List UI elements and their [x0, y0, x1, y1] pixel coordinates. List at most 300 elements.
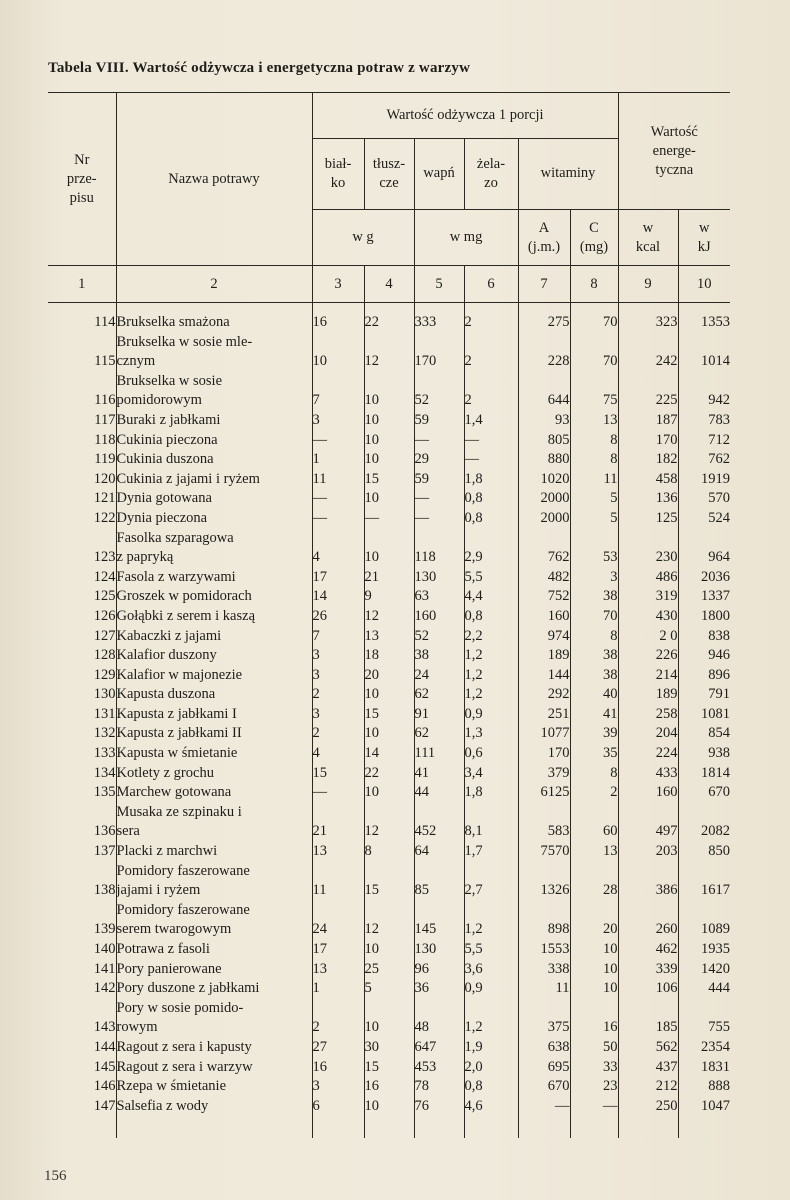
value-cell: 2 [464, 333, 518, 372]
value-cell: 524 [678, 509, 730, 529]
value-cell: 888 [678, 1077, 730, 1097]
recipe-number: 139 [48, 901, 116, 940]
dish-name: Kotlety z grochu [116, 764, 312, 784]
table-row [48, 489, 730, 509]
recipe-number: 137 [48, 842, 116, 862]
table-row [48, 940, 730, 960]
value-cell: 670 [678, 783, 730, 803]
header-nr: Nr prze- pisu [48, 93, 116, 266]
unit-w-mg: w mg [414, 210, 518, 266]
value-cell: 15 [364, 1058, 414, 1078]
table-row [48, 509, 730, 529]
dish-name: Cukinia z jajami i ryżem [116, 470, 312, 490]
value-cell: 93 [518, 411, 570, 431]
value-cell: 2 0 [618, 627, 678, 647]
page-number: 156 [44, 1168, 67, 1184]
value-cell: 319 [618, 587, 678, 607]
value-cell: 10 [364, 529, 414, 568]
value-cell: 15 [364, 705, 414, 725]
dish-name: Kabaczki z jajami [116, 627, 312, 647]
header-name: Nazwa potrawy [116, 93, 312, 266]
value-cell: 16 [312, 303, 364, 333]
header-calcium: wapń [414, 138, 464, 210]
value-cell: 1020 [518, 470, 570, 490]
value-cell: 0,8 [464, 1077, 518, 1097]
value-cell: 225 [618, 372, 678, 411]
table-row [48, 1077, 730, 1097]
dish-name: Musaka ze szpinaku i sera [116, 803, 312, 842]
value-cell: 430 [618, 607, 678, 627]
value-cell: 48 [414, 999, 464, 1038]
value-cell: 10 [364, 489, 414, 509]
value-cell: 62 [414, 724, 464, 744]
dish-name: Pory w sosie pomido- rowym [116, 999, 312, 1038]
value-cell: 35 [570, 744, 618, 764]
table-row [48, 979, 730, 999]
table-row [48, 705, 730, 725]
value-cell: 7570 [518, 842, 570, 862]
value-cell: 78 [414, 1077, 464, 1097]
value-cell: 644 [518, 372, 570, 411]
unit-kj: w kJ [678, 210, 730, 266]
value-cell: 0,9 [464, 705, 518, 725]
value-cell: 1,7 [464, 842, 518, 862]
value-cell: 76 [414, 1097, 464, 1139]
value-cell: 1,2 [464, 901, 518, 940]
value-cell: 17 [312, 568, 364, 588]
value-cell: 7 [312, 372, 364, 411]
recipe-number: 129 [48, 666, 116, 686]
dish-name: Ragout z sera i kapusty [116, 1038, 312, 1058]
value-cell: 1,4 [464, 411, 518, 431]
table-row [48, 803, 730, 842]
dish-name: Fasola z warzywami [116, 568, 312, 588]
unit-vitamin-a: A (j.m.) [518, 210, 570, 266]
value-cell: 187 [618, 411, 678, 431]
value-cell: 1047 [678, 1097, 730, 1139]
value-cell: 160 [518, 607, 570, 627]
value-cell: 38 [414, 646, 464, 666]
value-cell: 5,5 [464, 568, 518, 588]
value-cell: 974 [518, 627, 570, 647]
value-cell: 1831 [678, 1058, 730, 1078]
value-cell: 386 [618, 862, 678, 901]
value-cell: 3 [312, 705, 364, 725]
recipe-number: 141 [48, 960, 116, 980]
dish-name: Rzepa w śmietanie [116, 1077, 312, 1097]
value-cell: 452 [414, 803, 464, 842]
recipe-number: 131 [48, 705, 116, 725]
value-cell: 752 [518, 587, 570, 607]
dish-name: Pomidory faszerowane serem twarogowym [116, 901, 312, 940]
value-cell: 6 [312, 1097, 364, 1139]
value-cell: 0,8 [464, 489, 518, 509]
value-cell: 12 [364, 803, 414, 842]
value-cell: — [414, 489, 464, 509]
value-cell: 2 [312, 999, 364, 1038]
value-cell: 242 [618, 333, 678, 372]
value-cell: 5 [570, 489, 618, 509]
header-protein: biał- ko [312, 138, 364, 210]
value-cell: 16 [364, 1077, 414, 1097]
value-cell: 1 [312, 979, 364, 999]
value-cell: 185 [618, 999, 678, 1038]
value-cell: 1081 [678, 705, 730, 725]
dish-name: Kapusta w śmietanie [116, 744, 312, 764]
recipe-number: 120 [48, 470, 116, 490]
recipe-number: 145 [48, 1058, 116, 1078]
value-cell: — [364, 509, 414, 529]
recipe-number: 122 [48, 509, 116, 529]
recipe-number: 138 [48, 862, 116, 901]
value-cell: 482 [518, 568, 570, 588]
table-row [48, 587, 730, 607]
value-cell: 44 [414, 783, 464, 803]
value-cell: 11 [570, 470, 618, 490]
value-cell: 10 [570, 960, 618, 980]
value-cell: 338 [518, 960, 570, 980]
value-cell: 1,2 [464, 666, 518, 686]
nutrition-table [48, 92, 730, 1138]
value-cell: 9 [364, 587, 414, 607]
value-cell: 946 [678, 646, 730, 666]
table-row [48, 862, 730, 901]
dish-name: Brukselka w sosie mle- cznym [116, 333, 312, 372]
dish-name: Gołąbki z serem i kaszą [116, 607, 312, 627]
table-row [48, 450, 730, 470]
recipe-number: 130 [48, 685, 116, 705]
dish-name: Kalafior duszony [116, 646, 312, 666]
value-cell: 27 [312, 1038, 364, 1058]
table-row [48, 764, 730, 784]
value-cell: 433 [618, 764, 678, 784]
value-cell: 29 [414, 450, 464, 470]
value-cell: 59 [414, 411, 464, 431]
value-cell: 2,0 [464, 1058, 518, 1078]
value-cell: 453 [414, 1058, 464, 1078]
value-cell: 16 [312, 1058, 364, 1078]
value-cell: 2082 [678, 803, 730, 842]
header-nutritional-value: Wartość odżywcza 1 porcji [312, 93, 618, 139]
value-cell: 583 [518, 803, 570, 842]
value-cell: 13 [570, 842, 618, 862]
header-energy-value: Wartość energe- tyczna [618, 93, 730, 210]
value-cell: 6125 [518, 783, 570, 803]
value-cell: 189 [518, 646, 570, 666]
value-cell: 63 [414, 587, 464, 607]
value-cell: 30 [364, 1038, 414, 1058]
dish-name: Kapusta z jabłkami I [116, 705, 312, 725]
value-cell: 8 [570, 450, 618, 470]
value-cell: 10 [364, 724, 414, 744]
unit-kcal: w kcal [618, 210, 678, 266]
table-row [48, 842, 730, 862]
value-cell: 712 [678, 431, 730, 451]
value-cell: 22 [364, 303, 414, 333]
value-cell: 144 [518, 666, 570, 686]
value-cell: 17 [312, 940, 364, 960]
recipe-number: 124 [48, 568, 116, 588]
value-cell: 2,9 [464, 529, 518, 568]
value-cell: 854 [678, 724, 730, 744]
value-cell: 4 [312, 744, 364, 764]
value-cell: 125 [618, 509, 678, 529]
value-cell: 70 [570, 303, 618, 333]
value-cell: 38 [570, 666, 618, 686]
recipe-number: 133 [48, 744, 116, 764]
value-cell: 2 [312, 724, 364, 744]
value-cell: 2036 [678, 568, 730, 588]
value-cell: 21 [364, 568, 414, 588]
value-cell: 170 [518, 744, 570, 764]
value-cell: 13 [570, 411, 618, 431]
value-cell: — [312, 783, 364, 803]
value-cell: 462 [618, 940, 678, 960]
value-cell: 0,8 [464, 607, 518, 627]
value-cell: 1420 [678, 960, 730, 980]
value-cell: 11 [312, 862, 364, 901]
value-cell: 1,3 [464, 724, 518, 744]
value-cell: 53 [570, 529, 618, 568]
value-cell: 1089 [678, 901, 730, 940]
table-row [48, 470, 730, 490]
value-cell: 3 [312, 646, 364, 666]
value-cell: 10 [570, 979, 618, 999]
value-cell: — [464, 431, 518, 451]
value-cell: 14 [312, 587, 364, 607]
value-cell: 118 [414, 529, 464, 568]
table-row [48, 666, 730, 686]
value-cell: 3 [312, 666, 364, 686]
value-cell: 20 [364, 666, 414, 686]
value-cell: 224 [618, 744, 678, 764]
value-cell: 562 [618, 1038, 678, 1058]
value-cell: 64 [414, 842, 464, 862]
table-row [48, 568, 730, 588]
value-cell: 130 [414, 568, 464, 588]
dish-name: Kalafior w majonezie [116, 666, 312, 686]
recipe-number: 134 [48, 764, 116, 784]
table-row [48, 1097, 730, 1139]
value-cell: 228 [518, 333, 570, 372]
value-cell: 838 [678, 627, 730, 647]
value-cell: 938 [678, 744, 730, 764]
value-cell: 2,7 [464, 862, 518, 901]
recipe-number: 132 [48, 724, 116, 744]
value-cell: 130 [414, 940, 464, 960]
value-cell: 10 [364, 431, 414, 451]
value-cell: 10 [312, 333, 364, 372]
value-cell: 2 [570, 783, 618, 803]
table-row [48, 1038, 730, 1058]
value-cell: 570 [678, 489, 730, 509]
dish-name: Pory duszone z jabłkami [116, 979, 312, 999]
value-cell: 3 [312, 411, 364, 431]
value-cell: 1919 [678, 470, 730, 490]
dish-name: Kapusta duszona [116, 685, 312, 705]
dish-name: Dynia pieczona [116, 509, 312, 529]
dish-name: Brukselka smażona [116, 303, 312, 333]
value-cell: 85 [414, 862, 464, 901]
value-cell: 1,8 [464, 783, 518, 803]
value-cell: 323 [618, 303, 678, 333]
value-cell: 52 [414, 627, 464, 647]
value-cell: 2 [312, 685, 364, 705]
value-cell: 8,1 [464, 803, 518, 842]
table-row [48, 303, 730, 333]
value-cell: 40 [570, 685, 618, 705]
table-row [48, 529, 730, 568]
value-cell: 20 [570, 901, 618, 940]
value-cell: — [414, 509, 464, 529]
recipe-number: 118 [48, 431, 116, 451]
value-cell: 3 [570, 568, 618, 588]
value-cell: 214 [618, 666, 678, 686]
value-cell: 226 [618, 646, 678, 666]
value-cell: 0,6 [464, 744, 518, 764]
value-cell: — [414, 431, 464, 451]
value-cell: 251 [518, 705, 570, 725]
value-cell: 10 [364, 372, 414, 411]
value-cell: 1617 [678, 862, 730, 901]
value-cell: 13 [364, 627, 414, 647]
value-cell: 70 [570, 333, 618, 372]
value-cell: 8 [570, 431, 618, 451]
unit-w-g: w g [312, 210, 414, 266]
dish-name: Cukinia duszona [116, 450, 312, 470]
value-cell: 1800 [678, 607, 730, 627]
value-cell: 230 [618, 529, 678, 568]
value-cell: 24 [312, 901, 364, 940]
value-cell: 11 [312, 470, 364, 490]
table-row [48, 783, 730, 803]
recipe-number: 121 [48, 489, 116, 509]
value-cell: 486 [618, 568, 678, 588]
value-cell: 38 [570, 587, 618, 607]
value-cell: — [312, 431, 364, 451]
value-cell: 292 [518, 685, 570, 705]
dish-name: Buraki z jabłkami [116, 411, 312, 431]
value-cell: 160 [618, 783, 678, 803]
value-cell: 10 [364, 999, 414, 1038]
table-row [48, 901, 730, 940]
value-cell: 250 [618, 1097, 678, 1139]
value-cell: 437 [618, 1058, 678, 1078]
value-cell: 18 [364, 646, 414, 666]
value-cell: — [312, 509, 364, 529]
value-cell: 791 [678, 685, 730, 705]
value-cell: 10 [364, 685, 414, 705]
dish-name: Brukselka w sosie pomidorowym [116, 372, 312, 411]
value-cell: 638 [518, 1038, 570, 1058]
value-cell: 497 [618, 803, 678, 842]
table-row [48, 627, 730, 647]
table-caption [48, 60, 470, 77]
value-cell: 106 [618, 979, 678, 999]
value-cell: 36 [414, 979, 464, 999]
recipe-number: 144 [48, 1038, 116, 1058]
value-cell: 3 [312, 1077, 364, 1097]
value-cell: 1,2 [464, 999, 518, 1038]
table-row [48, 960, 730, 980]
value-cell: 62 [414, 685, 464, 705]
value-cell: 170 [618, 431, 678, 451]
value-cell: 15 [312, 764, 364, 784]
value-cell: 4,4 [464, 587, 518, 607]
dish-name: Pomidory faszerowane jajami i ryżem [116, 862, 312, 901]
value-cell: 59 [414, 470, 464, 490]
table-body [48, 303, 730, 1139]
value-cell: 2000 [518, 509, 570, 529]
value-cell: 5 [570, 509, 618, 529]
recipe-number: 135 [48, 783, 116, 803]
value-cell: 1,8 [464, 470, 518, 490]
value-cell: 755 [678, 999, 730, 1038]
value-cell: 2354 [678, 1038, 730, 1058]
value-cell: 1,2 [464, 685, 518, 705]
column-numbers-row: 1 2 3 4 5 6 7 8 9 10 [48, 266, 730, 303]
value-cell: 4 [312, 529, 364, 568]
value-cell: — [570, 1097, 618, 1139]
value-cell: 1,9 [464, 1038, 518, 1058]
header-iron: żela- zo [464, 138, 518, 210]
header-vitamins: witaminy [518, 138, 618, 210]
unit-vitamin-c: C (mg) [570, 210, 618, 266]
value-cell: 5 [364, 979, 414, 999]
value-cell: 3,4 [464, 764, 518, 784]
value-cell: 898 [518, 901, 570, 940]
value-cell: 647 [414, 1038, 464, 1058]
value-cell: 1077 [518, 724, 570, 744]
value-cell: 1014 [678, 333, 730, 372]
value-cell: 91 [414, 705, 464, 725]
value-cell: — [518, 1097, 570, 1139]
value-cell: 695 [518, 1058, 570, 1078]
value-cell: 182 [618, 450, 678, 470]
table-row [48, 646, 730, 666]
value-cell: 896 [678, 666, 730, 686]
dish-name: Kapusta z jabłkami II [116, 724, 312, 744]
recipe-number: 126 [48, 607, 116, 627]
value-cell: 7 [312, 627, 364, 647]
value-cell: 41 [414, 764, 464, 784]
dish-name: Potrawa z fasoli [116, 940, 312, 960]
value-cell: 12 [364, 607, 414, 627]
recipe-number: 114 [48, 303, 116, 333]
table-row [48, 431, 730, 451]
value-cell: 2 [464, 372, 518, 411]
table-row [48, 724, 730, 744]
value-cell: 204 [618, 724, 678, 744]
value-cell: — [312, 489, 364, 509]
value-cell: 1353 [678, 303, 730, 333]
dish-name: Fasolka szparagowa z papryką [116, 529, 312, 568]
value-cell: 12 [364, 333, 414, 372]
value-cell: 458 [618, 470, 678, 490]
value-cell: 24 [414, 666, 464, 686]
value-cell: 1814 [678, 764, 730, 784]
recipe-number: 143 [48, 999, 116, 1038]
value-cell: 339 [618, 960, 678, 980]
value-cell: 38 [570, 646, 618, 666]
value-cell: 379 [518, 764, 570, 784]
value-cell: 60 [570, 803, 618, 842]
value-cell: 762 [518, 529, 570, 568]
dish-name: Pory panierowane [116, 960, 312, 980]
recipe-number: 127 [48, 627, 116, 647]
value-cell: 111 [414, 744, 464, 764]
value-cell: 1326 [518, 862, 570, 901]
